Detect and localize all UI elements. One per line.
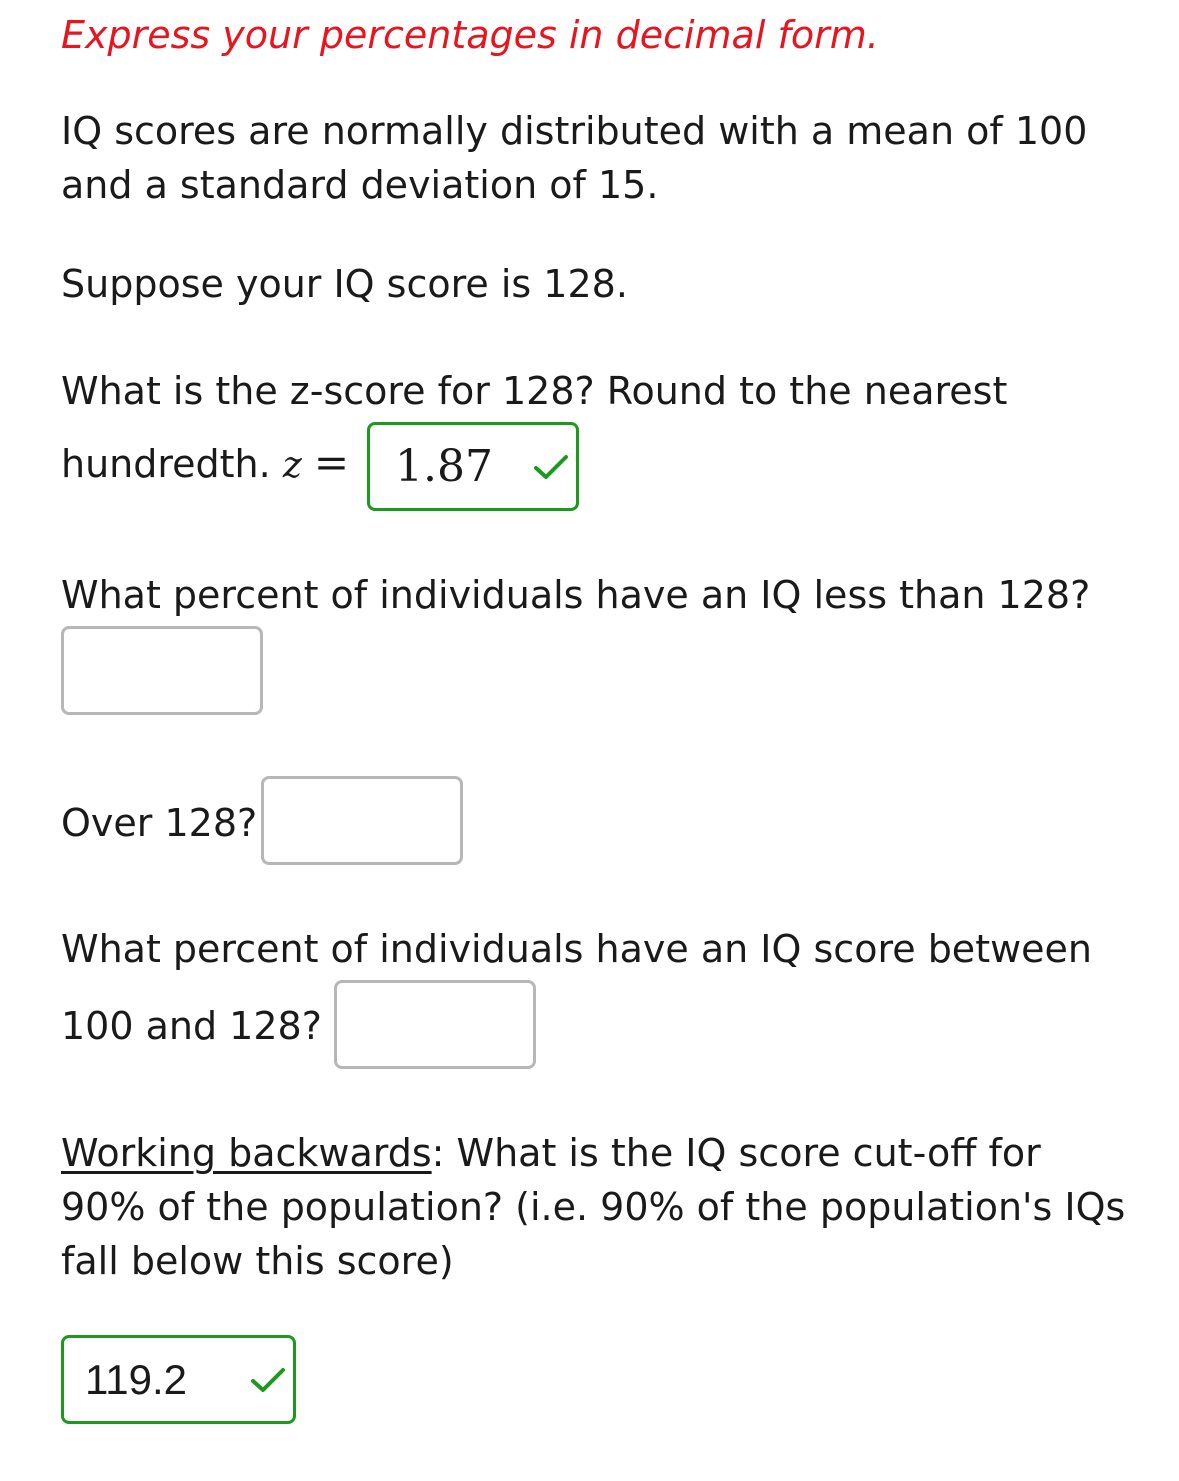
equals-sign: =: [313, 438, 350, 487]
instruction-text: Express your percentages in decimal form.: [61, 13, 879, 57]
less-than-answer-field[interactable]: [61, 626, 263, 715]
z-score-answer-value: 1.87: [395, 441, 493, 492]
intro-line-2: and a standard deviation of 15.: [61, 163, 659, 207]
cutoff-answer-field[interactable]: [61, 1335, 296, 1424]
q1-line-2: [61, 436, 349, 493]
suppose-text: Suppose your IQ score is 128.: [61, 262, 628, 306]
q2-text: What percent of individuals have an IQ less than 128?: [61, 573, 1091, 617]
check-icon: [532, 425, 570, 508]
q3-text: Over 128?: [61, 801, 258, 845]
q5-line-1: [61, 1126, 1041, 1180]
q4-line-1: What percent of individuals have an IQ score between: [61, 927, 1093, 971]
q5-line-1-rest: : What is the IQ score cut-off for: [431, 1131, 1041, 1175]
intro-line-1: IQ scores are normally distributed with a mean of 100: [61, 109, 1088, 153]
working-backwards-heading: Working backwards: [61, 1131, 432, 1175]
q5-line-2: 90% of the population? (i.e. 90% of the population's IQs: [61, 1185, 1126, 1229]
q1-line-1: What is the z-score for 128? Round to the nearest: [61, 369, 1008, 413]
q4-line-2: 100 and 128?: [61, 1004, 322, 1048]
check-icon: [249, 1338, 287, 1421]
z-variable: z: [282, 445, 302, 486]
z-score-answer-field[interactable]: [367, 422, 579, 511]
q5-line-3: fall below this score): [61, 1239, 454, 1283]
q1-hundredth-label: hundredth.: [61, 442, 271, 486]
cutoff-answer-value: 119.2: [85, 1355, 187, 1403]
between-answer-field[interactable]: [334, 980, 536, 1069]
over-answer-field[interactable]: [261, 776, 463, 865]
